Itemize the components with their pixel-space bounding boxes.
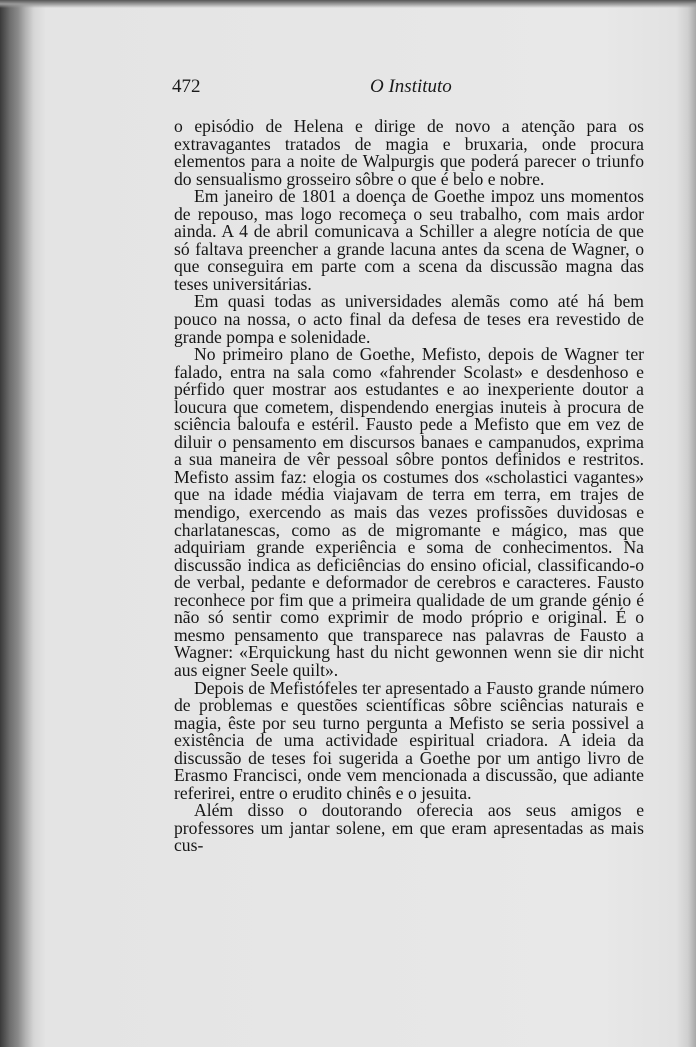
paragraph: Depois de Mefistófeles ter apresentado a Fausto grande número de problemas e questões scientíficas sôbre sciências naturais e magia, êste por seu turno pergunta a Mefisto se seria possivel a existência de uma actividade espiritual criadora. A ideia da discussão de teses foi sugerida a Goethe por um antigo livro de Erasmo Francisci, onde vem mencionada a discussão, que adiante referirei, entre o erudito chinês e o jesuita. bbox=[174, 677, 644, 803]
page-header bbox=[172, 76, 644, 102]
paragraph: Além disso o doutorando oferecia aos seus amigos e professores um jantar solene, em que eram apresentadas as mais cus- bbox=[174, 800, 644, 856]
running-title: O Instituto bbox=[370, 76, 452, 97]
paragraph: Em janeiro de 1801 a doença de Goethe impoz uns momentos de repouso, mas logo recomeça o seu trabalho, com mais ardor ainda. A 4 de abril comunicava a Schiller a alegre notícia de que só faltava preencher a grande lacuna antes da scena de Wagner, o que conseguira em parte com a scena da discussão magna das teses universitárias. bbox=[174, 186, 644, 294]
paragraph: o episódio de Helena e dirige de novo a atenção para os extravagantes tratados de magia e bruxaria, onde procura elementos para a noite de Walpurgis que poderá parecer o triunfo do sensualismo grosseiro sôbre o que é belo e nobre. bbox=[174, 116, 644, 189]
page-number: 472 bbox=[172, 76, 201, 97]
body-text bbox=[174, 118, 644, 855]
page-top-edge bbox=[0, 0, 696, 8]
paragraph: No primeiro plano de Goethe, Mefisto, depois de Wagner ter falado, entra na sala como «fahrender Scolast» e desdenhoso e pérfido quer mostrar aos estudantes e ao inexperiente doutor a loucura que cometem, dispendendo energias inuteis à procura de sciência baloufa e estéril. Fausto pede a Mefisto que em vez de diluir o pensamento em discursos banaes e campanudos, exprima a sua maneira de vêr pessoal sôbre pontos definidos e restritos. Mefisto assim faz: elogia os costumes dos «scholastici vagantes» que na idade média viajavam de terra em terra, em trajes de mendigo, exercendo as mais das vezes profissões duvidosas e charlatanescas, como as de migromante e mágico, mas que adquiriam grande experiência e soma de conhecimentos. Na discussão indica as deficiências do ensino oficial, classificando-o de verbal, pedante e deformador de cerebros e caracteres. Fausto reconhece por fim que a primeira qualidade de um grande génio é não só sentir como exprimir de modo próprio e original. É o mesmo pensamento que transparece nas palavras de Fausto a Wagner: «Erquickung hast du nicht gewonnen wenn sie dir nicht aus eigner Seele quilt». bbox=[174, 344, 644, 680]
paragraph: Em quasi todas as universidades alemãs como até há bem pouco na nossa, o acto final da defesa de teses era revestido de grande pompa e solenidade. bbox=[174, 291, 644, 347]
